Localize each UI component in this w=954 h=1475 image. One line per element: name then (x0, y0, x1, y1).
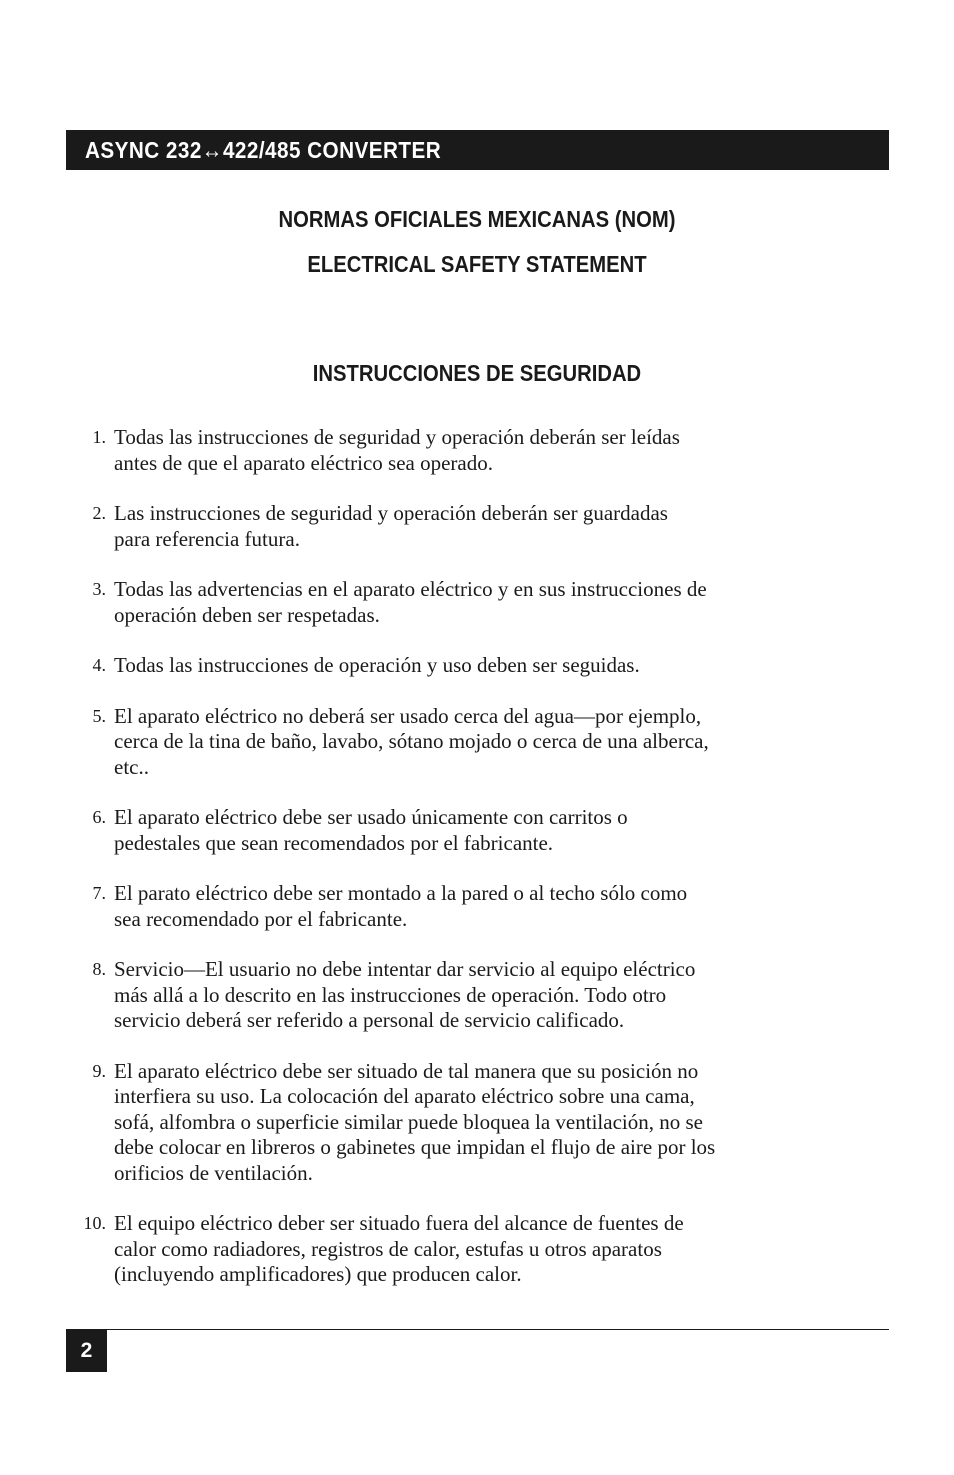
list-item-number: 9. (92, 1060, 106, 1081)
list-item-text (114, 805, 889, 856)
list-item (0, 704, 954, 781)
list-item (0, 577, 954, 628)
list-item-line: Todas las advertencias en el aparato eléctrico y en sus instrucciones de (114, 577, 707, 601)
page-number-box (66, 1330, 107, 1372)
list-item-number: 3. (92, 579, 106, 599)
list-item-number: 7. (92, 883, 106, 903)
list-item-line: cerca de la tina de baño, lavabo, sótano mojado o cerca de una alberca, (114, 729, 709, 753)
list-item-line: antes de que el aparato eléctrico sea operado. (114, 450, 493, 475)
list-item-line: sofá, alfombra o superficie similar puede bloquea la ventilación, no se (114, 1109, 703, 1134)
list-item-number: 5. (92, 705, 106, 726)
heading-nom: NORMAS OFICIALES MEXICANAS (NOM) (278, 206, 676, 232)
list-item-line: interfiera su uso. La colocación del aparato eléctrico sobre una cama, (114, 1084, 695, 1108)
list-item-line: (incluyendo amplificadores) que producen calor. (114, 1262, 522, 1286)
list-item-line: debe colocar en libreros o gabinetes que impidan el flujo de aire por los (114, 1135, 716, 1159)
list-item-line: etc.. (114, 754, 149, 779)
header-bar (66, 130, 889, 170)
list-item-line: El parato eléctrico debe ser montado a la pared o al techo sólo como (114, 881, 688, 905)
list-item (0, 501, 954, 552)
list-item-line: El equipo eléctrico deber ser situado fuera del alcance de fuentes de (114, 1211, 684, 1235)
instruction-list (0, 425, 954, 1313)
list-item-text (114, 704, 889, 781)
page-number: 2 (80, 1339, 93, 1362)
footer-divider (66, 1329, 889, 1330)
list-item-text (114, 1211, 889, 1288)
list-item (0, 805, 954, 856)
list-item-text (114, 577, 889, 628)
list-item-line: El aparato eléctrico debe ser usado únicamente con carritos o (114, 805, 628, 829)
list-item-line: Todas las instrucciones de operación y uso deben ser seguidas. (114, 653, 640, 677)
list-item-line: Todas las instrucciones de seguridad y operación deberán ser leídas (114, 425, 680, 449)
list-item (0, 425, 954, 476)
list-item (0, 653, 954, 679)
heading-safety-instructions: INSTRUCCIONES DE SEGURIDAD (312, 360, 642, 386)
list-item (0, 881, 954, 932)
list-item-text (114, 1059, 889, 1187)
list-item-line: El aparato eléctrico debe ser situado de tal manera que su posición no (114, 1058, 699, 1083)
list-item-number: 8. (92, 959, 106, 979)
list-item-line: Las instrucciones de seguridad y operación deberán ser guardadas (114, 501, 668, 525)
list-item-text (114, 501, 889, 552)
list-item-text (114, 653, 889, 679)
list-item-line: servicio deberá ser referido a personal de servicio calificado. (114, 1008, 625, 1032)
list-item-text (114, 957, 889, 1034)
list-item-line: para referencia futura. (114, 526, 300, 551)
list-item-line: calor como radiadores, registros de calor, estufas u otros aparatos (114, 1236, 662, 1261)
list-item (0, 1211, 954, 1288)
list-item (0, 957, 954, 1034)
list-item-number: 1. (92, 427, 106, 447)
list-item-line: más allá a lo descrito en las instrucciones de operación. Todo otro (114, 982, 667, 1007)
list-item-line: El aparato eléctrico no deberá ser usado cerca del agua—por ejemplo, (114, 703, 702, 728)
list-item-line: pedestales que sean recomendados por el fabricante. (114, 830, 554, 855)
list-item-line: Servicio—El usuario no debe intentar dar servicio al equipo eléctrico (114, 957, 696, 981)
list-item-line: sea recomendado por el fabricante. (114, 906, 408, 931)
list-item-number: 6. (92, 807, 106, 827)
list-item-number: 4. (92, 655, 106, 675)
heading-safety-statement: ELECTRICAL SAFETY STATEMENT (307, 251, 647, 277)
list-item-number: 10. (83, 1213, 106, 1233)
list-item-text (114, 881, 889, 932)
list-item-line: orificios de ventilación. (114, 1160, 313, 1185)
list-item-number: 2. (92, 503, 106, 523)
document-title: ASYNC 232↔422/485 CONVERTER (85, 137, 442, 163)
list-item (0, 1059, 954, 1187)
list-item-line: operación deben ser respetadas. (114, 602, 380, 627)
list-item-text (114, 425, 889, 476)
